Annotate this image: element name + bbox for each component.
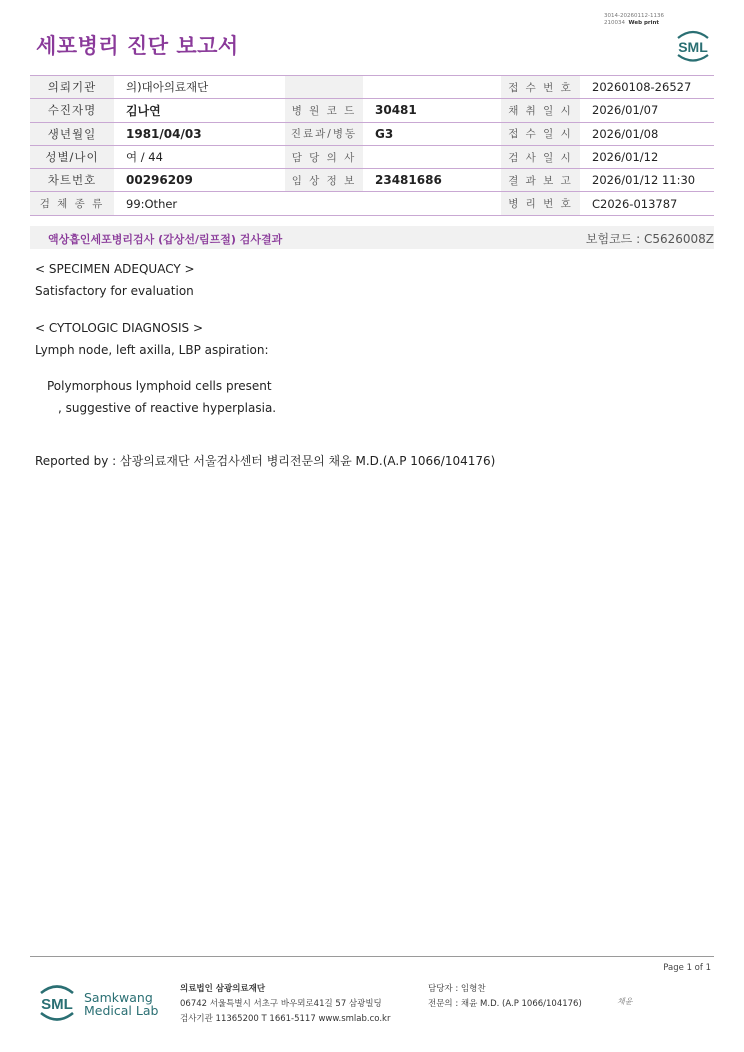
- info-value: [363, 145, 501, 168]
- reported-by: Reported by : 삼광의료재단 서울검사센터 병리전문의 채윤 M.D.(A.P 1066/104176): [35, 454, 496, 468]
- specialist-name: 채윤 M.D. (A.P 1066/104176): [460, 999, 582, 1009]
- info-row: [30, 99, 714, 122]
- info-label: 접 수 번 호: [501, 76, 580, 99]
- info-label: 병 원 코 드: [285, 99, 363, 122]
- info-row: [30, 192, 714, 215]
- manager-label: 담당자 :: [428, 984, 459, 994]
- info-value: 2026/01/07: [580, 99, 714, 122]
- diagnosis-line-1: Polymorphous lymphoid cells present: [47, 379, 272, 393]
- info-value: [363, 76, 501, 99]
- signature: 채윤: [617, 997, 633, 1006]
- info-label: 생년월일: [30, 122, 114, 145]
- info-value: 김나연: [114, 99, 285, 122]
- svg-text:SML: SML: [41, 996, 73, 1013]
- diagnosis-line-2: , suggestive of reactive hyperplasia.: [58, 401, 277, 415]
- insurance-code: 보험코드 : C5626008Z: [585, 232, 714, 246]
- info-value: 00296209: [114, 169, 285, 192]
- info-value: C2026-013787: [580, 192, 714, 215]
- brand-line-2: Medical Lab: [84, 1003, 159, 1018]
- org-address: 06742 서울특별시 서초구 바우뫼로41길 57 삼광빌딩: [180, 999, 382, 1009]
- org-contact: 검사기관 11365200 T 1661-5117 www.smlab.co.kr: [180, 1014, 391, 1024]
- patient-info-table: [30, 75, 714, 216]
- page-number: Page 1 of 1: [663, 963, 711, 973]
- info-label: 병 리 번 호: [501, 192, 580, 215]
- info-label: 검 사 일 시: [501, 145, 580, 168]
- info-value: 20260108-26527: [580, 76, 714, 99]
- svg-text:SML: SML: [678, 39, 708, 55]
- cytologic-diagnosis-heading: < CYTOLOGIC DIAGNOSIS >: [35, 321, 204, 335]
- section-title: 액상흡인세포병리검사 (갑상선/림프절) 검사결과: [48, 233, 283, 246]
- org-name: 의료법인 삼광의료재단: [180, 984, 266, 994]
- info-label: 임 상 정 보: [285, 169, 363, 192]
- info-row: [30, 169, 714, 192]
- info-value: 2026/01/12: [580, 145, 714, 168]
- info-label: [285, 192, 363, 215]
- specimen-adequacy-text: Satisfactory for evaluation: [35, 284, 194, 298]
- info-label: 접 수 일 시: [501, 122, 580, 145]
- info-label: 차트번호: [30, 169, 114, 192]
- footer-staff: [428, 982, 582, 1012]
- info-value: 2026/01/08: [580, 122, 714, 145]
- web-print-label: Web print: [628, 20, 660, 26]
- info-value: G3: [363, 122, 501, 145]
- info-row: [30, 76, 714, 99]
- info-label: 의뢰기관: [30, 76, 114, 99]
- print-info-line2: 210034: [604, 20, 625, 26]
- info-value: [363, 192, 501, 215]
- diagnosis-site: Lymph node, left axilla, LBP aspiration:: [35, 343, 269, 357]
- specimen-adequacy-heading: < SPECIMEN ADEQUACY >: [35, 262, 195, 276]
- info-label: 채 취 일 시: [501, 99, 580, 122]
- info-label: 검 체 종 류: [30, 192, 114, 215]
- patient-info-body: [30, 76, 714, 216]
- footer-divider: [30, 956, 714, 957]
- info-value: 여 / 44: [114, 145, 285, 168]
- footer-organization: [180, 982, 390, 1027]
- info-label: 수진자명: [30, 99, 114, 122]
- info-label: 결 과 보 고: [501, 169, 580, 192]
- info-value: 2026/01/12 11:30: [580, 169, 714, 192]
- brand-line-1: Samkwang: [84, 990, 153, 1005]
- sml-logo-icon: [672, 28, 714, 64]
- info-label: 진료과/병동: [285, 122, 363, 145]
- info-value: 의)대아의료재단: [114, 76, 285, 99]
- info-label: 성별/나이: [30, 145, 114, 168]
- samkwang-logo-icon: [36, 980, 78, 1026]
- info-value: 23481686: [363, 169, 501, 192]
- report-title: 세포병리 진단 보고서: [36, 34, 239, 58]
- info-label: [285, 76, 363, 99]
- info-value: 1981/04/03: [114, 122, 285, 145]
- print-info-line1: 3014-20260112-1136: [604, 13, 664, 19]
- specialist-label: 전문의 :: [428, 999, 459, 1009]
- info-row: [30, 122, 714, 145]
- brand-name: [84, 991, 158, 1017]
- info-row: [30, 145, 714, 168]
- info-value: 30481: [363, 99, 501, 122]
- manager-name: 임형찬: [460, 984, 486, 994]
- info-value: 99:Other: [114, 192, 285, 215]
- print-info: [604, 13, 664, 27]
- info-label: 담 당 의 사: [285, 145, 363, 168]
